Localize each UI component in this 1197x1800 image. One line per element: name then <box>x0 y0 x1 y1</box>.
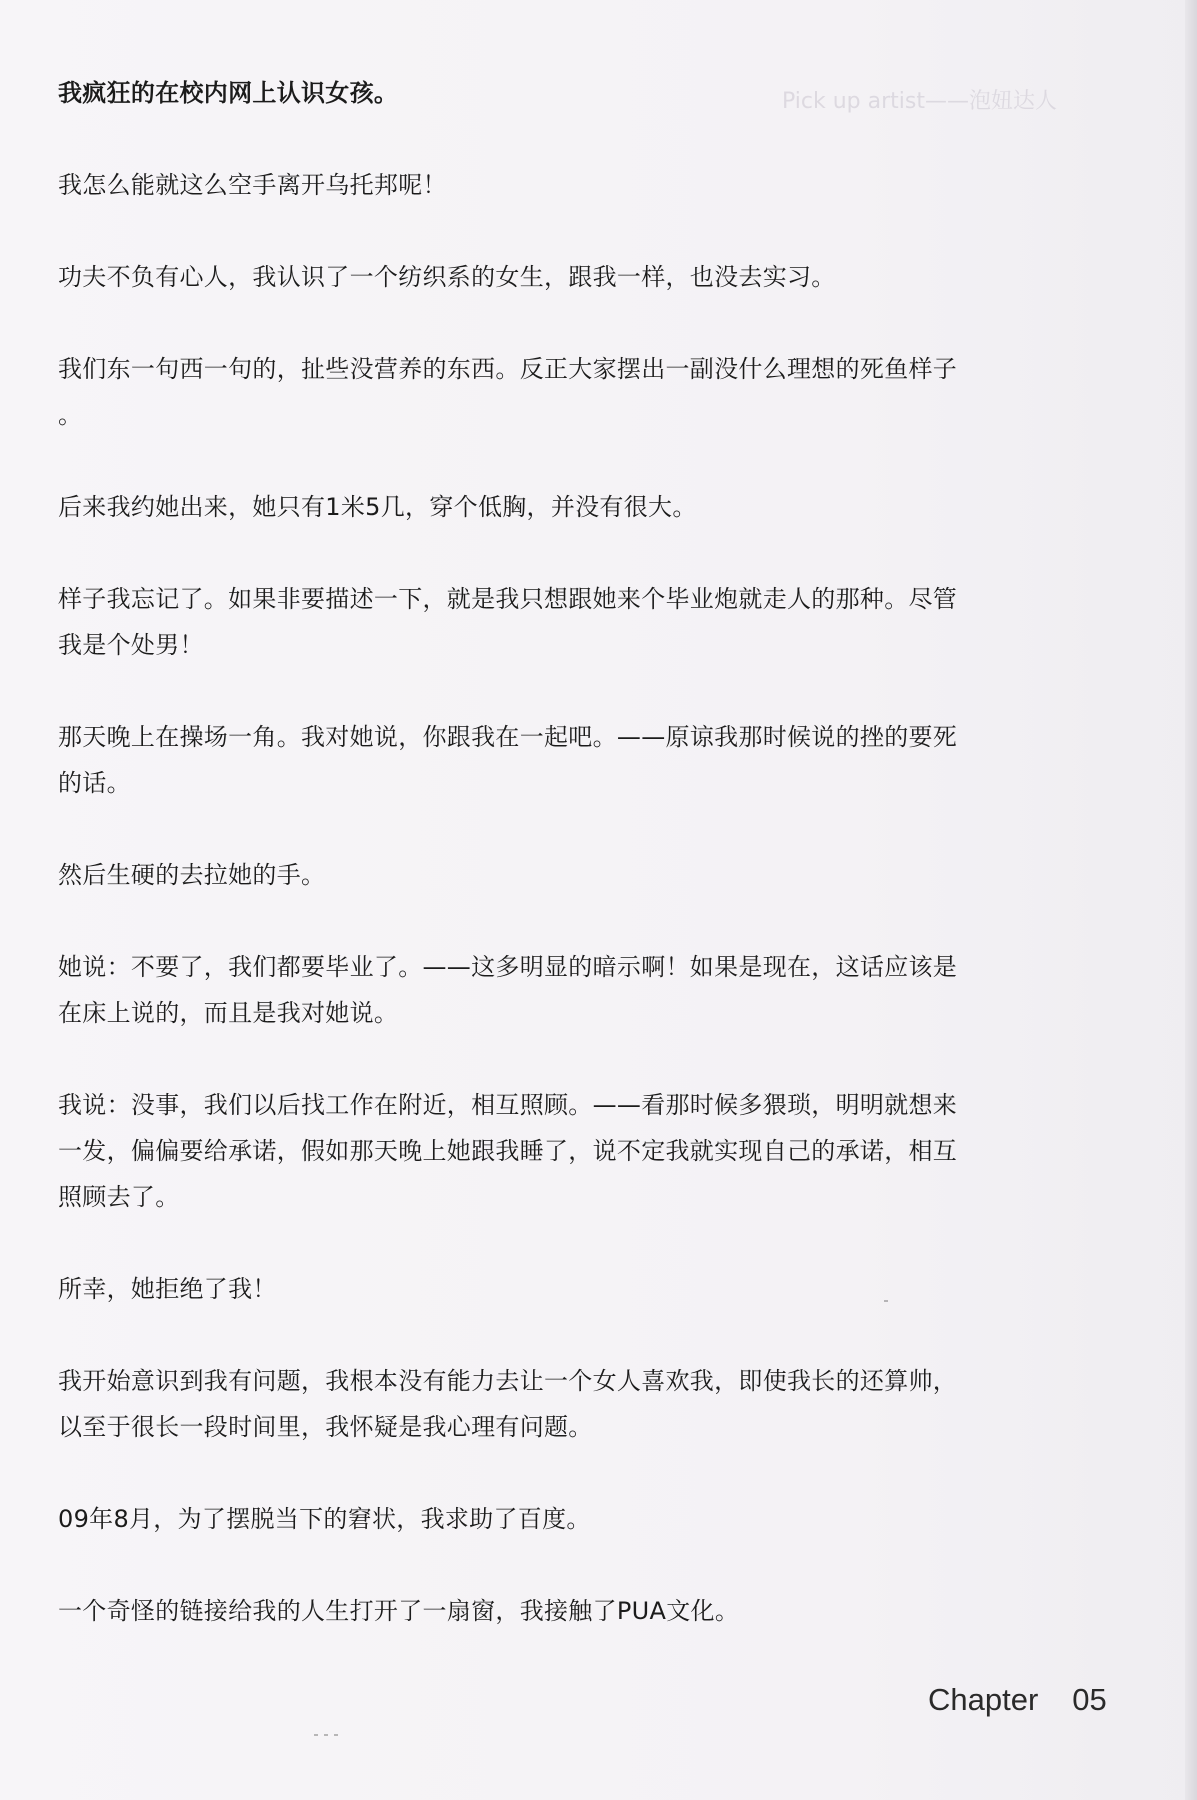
scan-speck <box>324 1734 328 1736</box>
paragraph: 然后生硬的去拉她的手。 <box>58 861 326 889</box>
paragraph: 所幸，她拒绝了我！ <box>58 1275 277 1303</box>
paragraph: 一个奇怪的链接给我的人生打开了一扇窗，我接触了PUA文化。 <box>58 1597 740 1625</box>
paragraph: 我怎么能就这么空手离开乌托邦呢！ <box>58 171 447 199</box>
paragraph: 后来我约她出来，她只有1米5几，穿个低胸，并没有很大。 <box>58 493 697 521</box>
chapter-label: Chapter <box>928 1682 1039 1717</box>
bleed-through-text: Pick up artist——泡妞达人 <box>782 89 1057 114</box>
scan-speck <box>334 1734 338 1736</box>
paragraph: 功夫不负有心人，我认识了一个纺织系的女生，跟我一样，也没去实习。 <box>58 263 836 291</box>
paragraph: 我说：没事，我们以后找工作在附近，相互照顾。——看那时候多猥琐，明明就想来 一发，偏偏要给承诺，假如那天晚上她跟我睡了，说不定我就实现自己的承诺，相互 照顾去了。 <box>58 1091 958 1211</box>
scan-speck <box>314 1734 318 1736</box>
page-edge <box>1185 0 1197 1800</box>
document-body <box>58 70 1048 1634</box>
scan-speck <box>884 1300 888 1302</box>
paragraph: 样子我忘记了。如果非要描述一下，就是我只想跟她来个毕业炮就走人的那种。尽管 我是个处男！ <box>58 585 958 659</box>
page-number: 05 <box>1072 1682 1107 1717</box>
paragraph: 那天晚上在操场一角。我对她说，你跟我在一起吧。——原谅我那时候说的挫的要死 的话。 <box>58 723 958 797</box>
paragraph: 她说：不要了，我们都要毕业了。——这多明显的暗示啊！如果是现在，这话应该是 在床上说的，而且是我对她说。 <box>58 953 958 1027</box>
paragraph: 09年8月，为了摆脱当下的窘状，我求助了百度。 <box>58 1505 591 1533</box>
page-footer <box>928 1682 1107 1718</box>
paragraph: 我开始意识到我有问题，我根本没有能力去让一个女人喜欢我，即使我长的还算帅， 以至于很长一段时间里，我怀疑是我心理有问题。 <box>58 1367 958 1441</box>
paragraph: 我疯狂的在校内网上认识女孩。 <box>58 79 399 107</box>
paragraph: 我们东一句西一句的，扯些没营养的东西。反正大家摆出一副没什么理想的死鱼样子 。 <box>58 355 958 429</box>
